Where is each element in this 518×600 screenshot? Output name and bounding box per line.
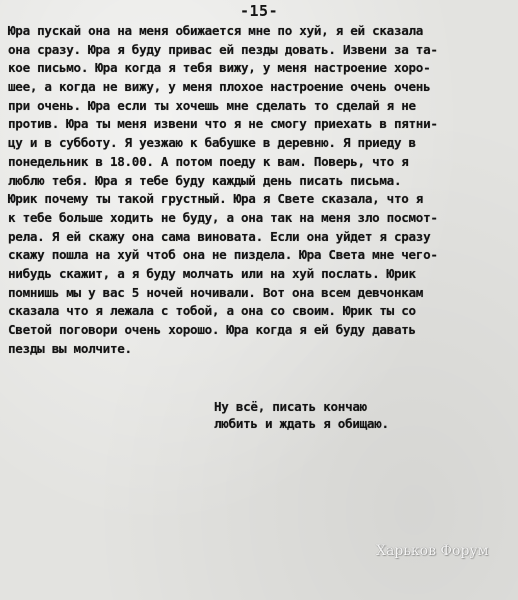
body-line: цу и в субботу. Я уезжаю к бабушке в деревню. Я приеду в xyxy=(8,135,416,151)
body-line: Юра пускай она на меня обижается мне по хуй, я ей сказала xyxy=(8,23,424,38)
body-line: Юрик почему ты такой грустный. Юра я Свете сказала, что я xyxy=(8,191,424,207)
body-line: сказала что я лежала с тобой, а она со своим. Юрик ты со xyxy=(8,303,416,319)
body-line: к тебе больше ходить не буду, а она так на меня зло посмот- xyxy=(8,209,438,225)
watermark: Харьков Форум xyxy=(376,543,489,559)
closing-line: любить и ждать я обищаю. xyxy=(214,416,389,431)
body-line: люблю тебя. Юра я тебе буду каждый день писать письма. xyxy=(8,172,402,188)
body-line: шее, а когда не вижу, у меня плохое настроение очень очень xyxy=(8,79,431,95)
closing-line: Ну всё, писать кончаю xyxy=(214,399,367,414)
letter-body xyxy=(8,22,514,358)
body-line: понедельник в 18.00. А потом поеду к вам. Поверь, что я xyxy=(8,153,409,169)
body-line: кое письмо. Юра когда я тебя вижу, у меня настроение хоро- xyxy=(8,60,431,76)
body-line: помнишь мы у вас 5 ночей ночивали. Вот она всем девчонкам xyxy=(8,284,424,300)
body-line: Светой поговори очень хорошо. Юра когда я ей буду давать xyxy=(8,322,416,337)
body-line: пезды вы молчите. xyxy=(8,340,132,356)
body-line: рела. Я ей скажу она сама виновата. Если она уйдет я сразу xyxy=(8,228,431,244)
page-number: -15- xyxy=(240,2,279,20)
body-line: против. Юра ты меня извени что я не смогу приехать в пятни- xyxy=(8,116,438,132)
letter-closing xyxy=(214,398,514,432)
body-line: нибудь скажит, а я буду молчать или на хуй послать. Юрик xyxy=(8,265,416,281)
body-line: при очень. Юра если ты хочешь мне сделать то сделай я не xyxy=(8,97,416,113)
body-line: скажу пошла на хуй чтоб она не пиздела. Юра Света мне чего- xyxy=(8,247,438,263)
body-line: она сразу. Юра я буду привас ей пезды довать. Извени за та- xyxy=(8,41,438,57)
